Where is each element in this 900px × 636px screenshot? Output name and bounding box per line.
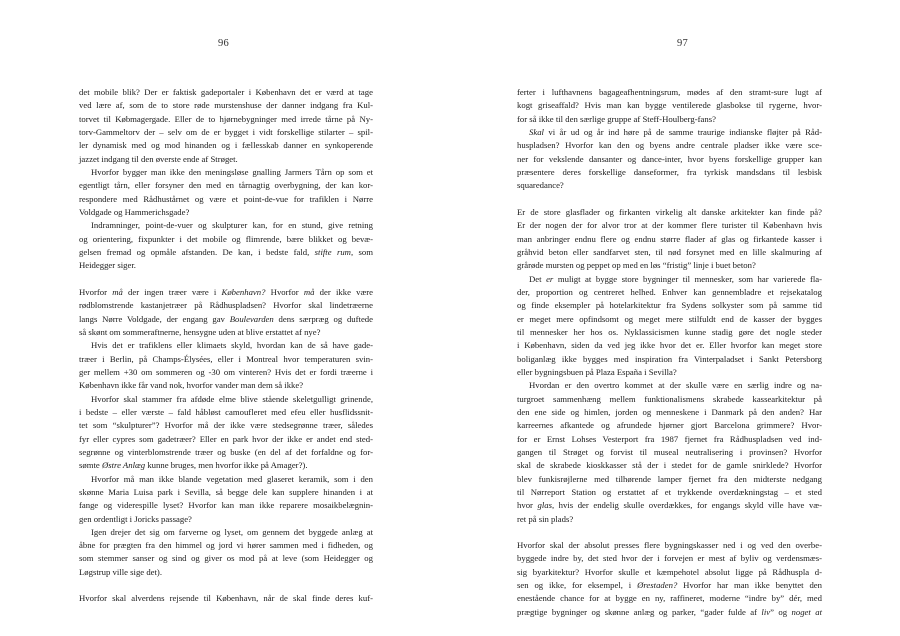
text-run: , hvis der endelig skulle overdækkes, for engangs skyld ville have væ- xyxy=(551,500,822,511)
text-run: respondere med Rådhustårnet og være et point-de-vue for trafiklen i Nørre xyxy=(79,193,373,204)
text-line xyxy=(79,179,373,192)
text-run: rødblomstrende kastanjetræer på Rådhuspladsen? Hvorfor skal lindetræerne xyxy=(79,300,373,311)
text-line xyxy=(517,286,822,299)
text-line xyxy=(517,419,822,432)
text-line xyxy=(79,286,373,299)
italic-text: stifte rum xyxy=(314,246,351,257)
text-column xyxy=(517,86,822,619)
text-run: , som xyxy=(350,246,374,257)
text-line xyxy=(79,353,373,366)
text-run: Hvorfor må man ikke blande vegetation med glaseret keramik, som i den xyxy=(91,473,373,484)
text-run: det mobile blik? Der er faktisk gadeportaler i København det er værd at tage xyxy=(79,87,373,97)
italic-text: Boulevarden xyxy=(229,313,274,324)
text-line xyxy=(79,526,373,539)
page-number: 97 xyxy=(677,38,688,49)
text-line xyxy=(517,552,822,565)
text-run: præsentere deres forskellige danseformer, fra tyrkisk mandsdans til lesbisk xyxy=(517,166,822,177)
italic-text: Ørestaden? xyxy=(637,580,678,591)
text-run: ret på sin plads? xyxy=(517,513,574,524)
text-line xyxy=(79,259,373,272)
text-line xyxy=(79,193,373,206)
text-line xyxy=(517,353,822,366)
text-run: der ingen træer være i xyxy=(122,286,222,297)
text-line xyxy=(517,126,822,139)
text-run: til Nørreport Station og erstattet af et trykkende overdækningstag – et sted xyxy=(517,486,822,497)
paragraph xyxy=(79,219,373,272)
text-line xyxy=(517,326,822,339)
text-line xyxy=(79,153,373,166)
text-run: for er Ernst Lohses Vesterport fra 1987 fjernet fra Rådhuspladsen ved ind- xyxy=(517,433,822,444)
text-run: torvet til Købmagergade. Eller de to hjørnebygninger med irrede tårne på Ny- xyxy=(79,113,373,124)
text-run: gen ordentligt i Joricks passage? xyxy=(79,513,192,524)
text-line xyxy=(517,513,822,526)
text-line xyxy=(79,99,373,112)
text-run: vi år ud og år ind høre på de samme traurige indianske fløjter på Råd- xyxy=(543,126,822,137)
italic-text: Skal xyxy=(529,126,544,137)
text-run: Hvorfor skal alverdens rejsende til København, når de skal finde deres kuf- xyxy=(79,593,373,604)
text-line xyxy=(517,259,822,272)
text-line xyxy=(517,459,822,472)
text-run: for så ikke til den særlige gruppe af Steff-Houlberg-fans? xyxy=(517,113,716,124)
text-line xyxy=(517,179,822,192)
text-run: Indramninger, point-de-vuer og skulpturer kan, for en stund, give retning xyxy=(91,220,373,231)
text-line xyxy=(517,406,822,419)
paragraph xyxy=(517,379,822,526)
text-run: Hvorfor xyxy=(265,286,304,297)
italic-text: glas xyxy=(537,500,552,511)
text-line xyxy=(517,153,822,166)
text-run: sen og ikke, for eksempel, i xyxy=(517,580,638,591)
text-run: i København, siden da ved jeg ikke hvor det er. Eller hvorfor kan meget store xyxy=(517,340,822,351)
text-line xyxy=(79,513,373,526)
paragraph xyxy=(79,526,373,579)
text-run: der ikke være xyxy=(314,286,374,297)
text-line xyxy=(79,486,373,499)
text-line xyxy=(517,606,822,619)
text-line xyxy=(517,433,822,446)
text-run: så skønt om sommeraftnerne, hensygne uden at blive erstattet af nye? xyxy=(79,326,321,337)
text-run: huspladsen? Hvorfor kan den og byens andre centrale pladser ikke være sce- xyxy=(517,140,822,151)
text-line xyxy=(79,339,373,352)
paragraph xyxy=(517,539,822,619)
text-run: ler dynamisk med og mod hinanden og i fællesskab danner en synkoperende xyxy=(79,140,373,151)
text-run: hvor xyxy=(517,500,538,511)
text-run: Er der nogen der for alvor tror at der kommer flere turister til København hvis xyxy=(517,220,822,231)
text-run: fange og viderespille lyset? Hvorfor kan man ikke reparere mosaikbelægnin- xyxy=(79,500,373,511)
text-run: Hvis det er trafiklens eller klimaets skyld, hvordan kan de så have gade- xyxy=(91,340,373,351)
paragraph xyxy=(79,592,373,605)
text-run: dens særpræg og duftede xyxy=(273,313,373,324)
text-run: den ene side og himlen, jorden og menneskene i Danmark på den anden? Har xyxy=(517,406,822,417)
paragraph xyxy=(79,166,373,219)
text-line xyxy=(517,379,822,392)
text-line xyxy=(517,99,822,112)
text-line xyxy=(79,473,373,486)
text-column xyxy=(79,86,373,606)
text-run: København ikke får vand nok, hvorfor vander man dem så ikke? xyxy=(79,380,304,391)
page-number: 96 xyxy=(218,38,229,49)
paragraph xyxy=(79,286,373,339)
text-run: skønne Maria Luisa park i Sevilla, så begge dele kan supplere hinanden i at xyxy=(79,486,373,497)
text-line xyxy=(79,566,373,579)
paragraph xyxy=(517,126,822,193)
text-run: skal de skrabede kioskkasser stå der i stedet for de gamle snirklede? Hvorfor xyxy=(517,460,822,471)
text-line xyxy=(79,379,373,392)
text-line xyxy=(517,486,822,499)
text-run: ferter i lufthavnens bagageafhentningsrum, mødes af den stramt-sure lugt af xyxy=(517,87,822,97)
text-run: turgroet sammenhæng mellem funktionalismens skrabede kassearkitektur på xyxy=(517,393,822,404)
text-run: ved lære af, som de to store røde murstenshuse der danner indgang fra Kul- xyxy=(79,100,373,111)
italic-text: er xyxy=(546,273,554,284)
text-line xyxy=(79,592,373,605)
text-line xyxy=(517,113,822,126)
text-run: åbne for prægten fra den himmel og jord vi hører sammen med i fidheden, og xyxy=(79,540,373,551)
text-run: gangen til Strøget og forvist til museal neutralisering i provinsen? Hvorfor xyxy=(517,446,822,457)
text-line xyxy=(79,166,373,179)
text-line xyxy=(517,592,822,605)
text-line xyxy=(79,406,373,419)
text-run: og orientering, fixpunkter i det mobile og flimrende, bære blikket og bevæ- xyxy=(79,233,373,244)
text-line xyxy=(517,473,822,486)
text-run: jazzet indgang til den øverste ende af Strøget. xyxy=(79,153,238,164)
paragraph xyxy=(79,86,373,166)
text-run: sig byarkitektur? Hvorfor skulle et kæmpehotel absolut ligge på Rådhuspla d- xyxy=(517,566,822,577)
text-run: kogt griseaffald? Hvis man kan bygge ventilerede glasbokse til rygerne, hvor- xyxy=(517,100,822,111)
text-run: Det xyxy=(529,273,547,284)
text-run: Løgstrup ville sige det). xyxy=(79,566,162,577)
text-run: boliganlæg ikke bygges med inspiration fra Vinterpaladset i Sankt Petersborg xyxy=(517,353,822,364)
italic-text: liv xyxy=(761,606,771,617)
text-line xyxy=(517,233,822,246)
text-run: muligt at bygge store bygninger til mennesker, som har varierede fla- xyxy=(553,273,823,284)
text-run: egentligt tårn, eller forsyner den med en tårnagtig overbygning, der kan kor- xyxy=(79,180,373,191)
text-line xyxy=(79,459,373,472)
text-line xyxy=(517,246,822,259)
paragraph xyxy=(79,473,373,526)
text-line xyxy=(79,499,373,512)
text-run: blev funkisrøjlerne med tilhørende lamper fjernet fra den midterste nedgang xyxy=(517,473,822,484)
text-line xyxy=(517,313,822,326)
text-line xyxy=(79,313,373,326)
text-line xyxy=(517,166,822,179)
text-run: er meget mere opfindsomt og meget mere stilfuldt end de kasser der bygges xyxy=(517,313,822,324)
paragraph xyxy=(517,273,822,380)
text-line xyxy=(517,273,822,286)
text-run: Voldgade og Hammerichsgade? xyxy=(79,206,190,217)
text-run: der, proportion og centreret helhed. Enhver kan gennembladre et rejsekatalog xyxy=(517,286,822,297)
text-line xyxy=(517,499,822,512)
text-line xyxy=(79,539,373,552)
text-run: Heidegger siger. xyxy=(79,260,136,271)
text-run: segrønne og vinterblomstrende træer og buske (en del af det forfaldne og for- xyxy=(79,446,373,457)
italic-text: Østre Anlæg xyxy=(101,460,146,471)
text-run: træer i Berlin, på Champs-Élysées, eller i Montreal hvor temperaturen svin- xyxy=(79,353,373,364)
text-run: tet som “skulpturer”? Hvorfor må der ikke være stedsegrønne træer, således xyxy=(79,420,373,431)
text-line xyxy=(79,139,373,152)
text-line xyxy=(79,366,373,379)
text-run: man anbringer endnu flere og endnu større flader af glas og firkantede kasser i xyxy=(517,233,822,244)
text-run: gelsen fremad og opmåle afstanden. De kan, i bedste fald, xyxy=(79,246,315,257)
text-run: prægtige bygninger og skønne anlæg og parker, “gader fulde af xyxy=(517,606,762,617)
text-line xyxy=(517,219,822,232)
text-run: Igen drejer det sig om farverne og lyset, om gennem det byggede anlæg at xyxy=(91,526,373,537)
text-run: fyr eller cypres som gadetræer? Eller en park hvor der ikke er andet end sted- xyxy=(79,433,373,444)
text-line xyxy=(79,433,373,446)
text-line xyxy=(79,206,373,219)
text-line xyxy=(517,566,822,579)
text-line xyxy=(79,126,373,139)
text-line xyxy=(517,339,822,352)
paragraph xyxy=(517,206,822,273)
text-run: byggede indre by, det sted hvor der i forvejen er mest af byliv og verdensmæs- xyxy=(517,553,822,564)
text-line xyxy=(517,539,822,552)
text-line xyxy=(79,419,373,432)
text-run: Hvorfor skal stammer fra afdøde elme blive stående skeletgulligt grinende, xyxy=(91,393,373,404)
text-run: sømte xyxy=(79,460,102,471)
text-run: karreernes afkantede og afrundede hjørner gjort Barcelona grimmere? Hvor- xyxy=(517,420,822,431)
text-line xyxy=(79,233,373,246)
italic-text: må xyxy=(112,286,123,297)
text-run: Er de store glasflader og firkanten virkelig alt danske arkitekter kan finde på? xyxy=(517,206,822,217)
text-run: Hvorfor har man ikke benyttet den xyxy=(677,580,822,591)
text-line xyxy=(79,113,373,126)
text-line xyxy=(79,446,373,459)
text-run: til mennesker her hos os. Nyklassicismen kunne stadig gøre det nogle steder xyxy=(517,326,822,337)
text-run: gråhvid beton eller sandfarvet sten, til nød forsynet med en lille skalmuring af xyxy=(517,246,822,257)
text-run: ger mellem +30 om sommeren og -30 om vinteren? Hvis det er fordi træerne i xyxy=(79,366,373,377)
italic-text: noget at xyxy=(791,606,823,617)
text-run: ner for vekslende dansanter og dance-inter, hvor byens forskellige grupper kan xyxy=(517,153,822,164)
paragraph xyxy=(79,393,373,473)
text-line xyxy=(79,246,373,259)
text-run: grårøde mursten og peppet op med en løs “fristig” linje i buet beton? xyxy=(517,260,756,271)
text-run: Hvorfor xyxy=(79,286,113,297)
text-run: og finde eksempler på hotelarkitektur fra Sydens solkyster som på samme tid xyxy=(517,300,822,311)
text-line xyxy=(517,299,822,312)
text-run: squaredance? xyxy=(517,180,564,191)
text-line xyxy=(517,206,822,219)
italic-text: må xyxy=(303,286,315,297)
text-run: som stemmer sanser og sind og giver os mod på at leve (som Heidegger og xyxy=(79,553,373,564)
paragraph xyxy=(79,339,373,392)
text-run: Hvorfor skal der absolut presses flere bygningskasser ned i og ved den overbe- xyxy=(517,540,822,551)
text-line xyxy=(517,446,822,459)
text-line xyxy=(79,299,373,312)
text-run: Hvordan er den overtro kommet at der skulle være en særlig indre og na- xyxy=(529,380,822,391)
text-line xyxy=(79,552,373,565)
text-line xyxy=(517,139,822,152)
text-run: langs Nørre Voldgade, der engang gav xyxy=(79,313,230,324)
text-run: kunne bruges, men hvorfor ikke på Amager?). xyxy=(145,460,308,471)
text-line xyxy=(79,86,373,99)
text-line xyxy=(79,326,373,339)
text-run: eller bygningsbuen på Plaza España i Sevilla? xyxy=(517,366,677,377)
text-run: torv-Gammeltorv der – selv om de er bygget i vidt forskellige stilarter – spil- xyxy=(79,126,373,137)
paragraph xyxy=(517,86,822,126)
text-line xyxy=(517,579,822,592)
text-run: ” og xyxy=(770,606,792,617)
text-line xyxy=(517,366,822,379)
text-run: enestående chance for at bygge en ny, raffineret, moderne “indre by” dér, med xyxy=(517,593,822,604)
text-run: i bedste – eller værste – fald håbløst camoufleret med efeu eller husflidssnit- xyxy=(79,406,373,417)
text-line xyxy=(79,219,373,232)
text-line xyxy=(79,393,373,406)
right-page xyxy=(450,0,900,636)
text-run: Hvorfor bygger man ikke den meningsløse gnalling Jarmers Tårn op som et xyxy=(91,166,373,177)
text-line xyxy=(517,86,822,99)
text-line xyxy=(517,393,822,406)
italic-text: København? xyxy=(221,286,266,297)
